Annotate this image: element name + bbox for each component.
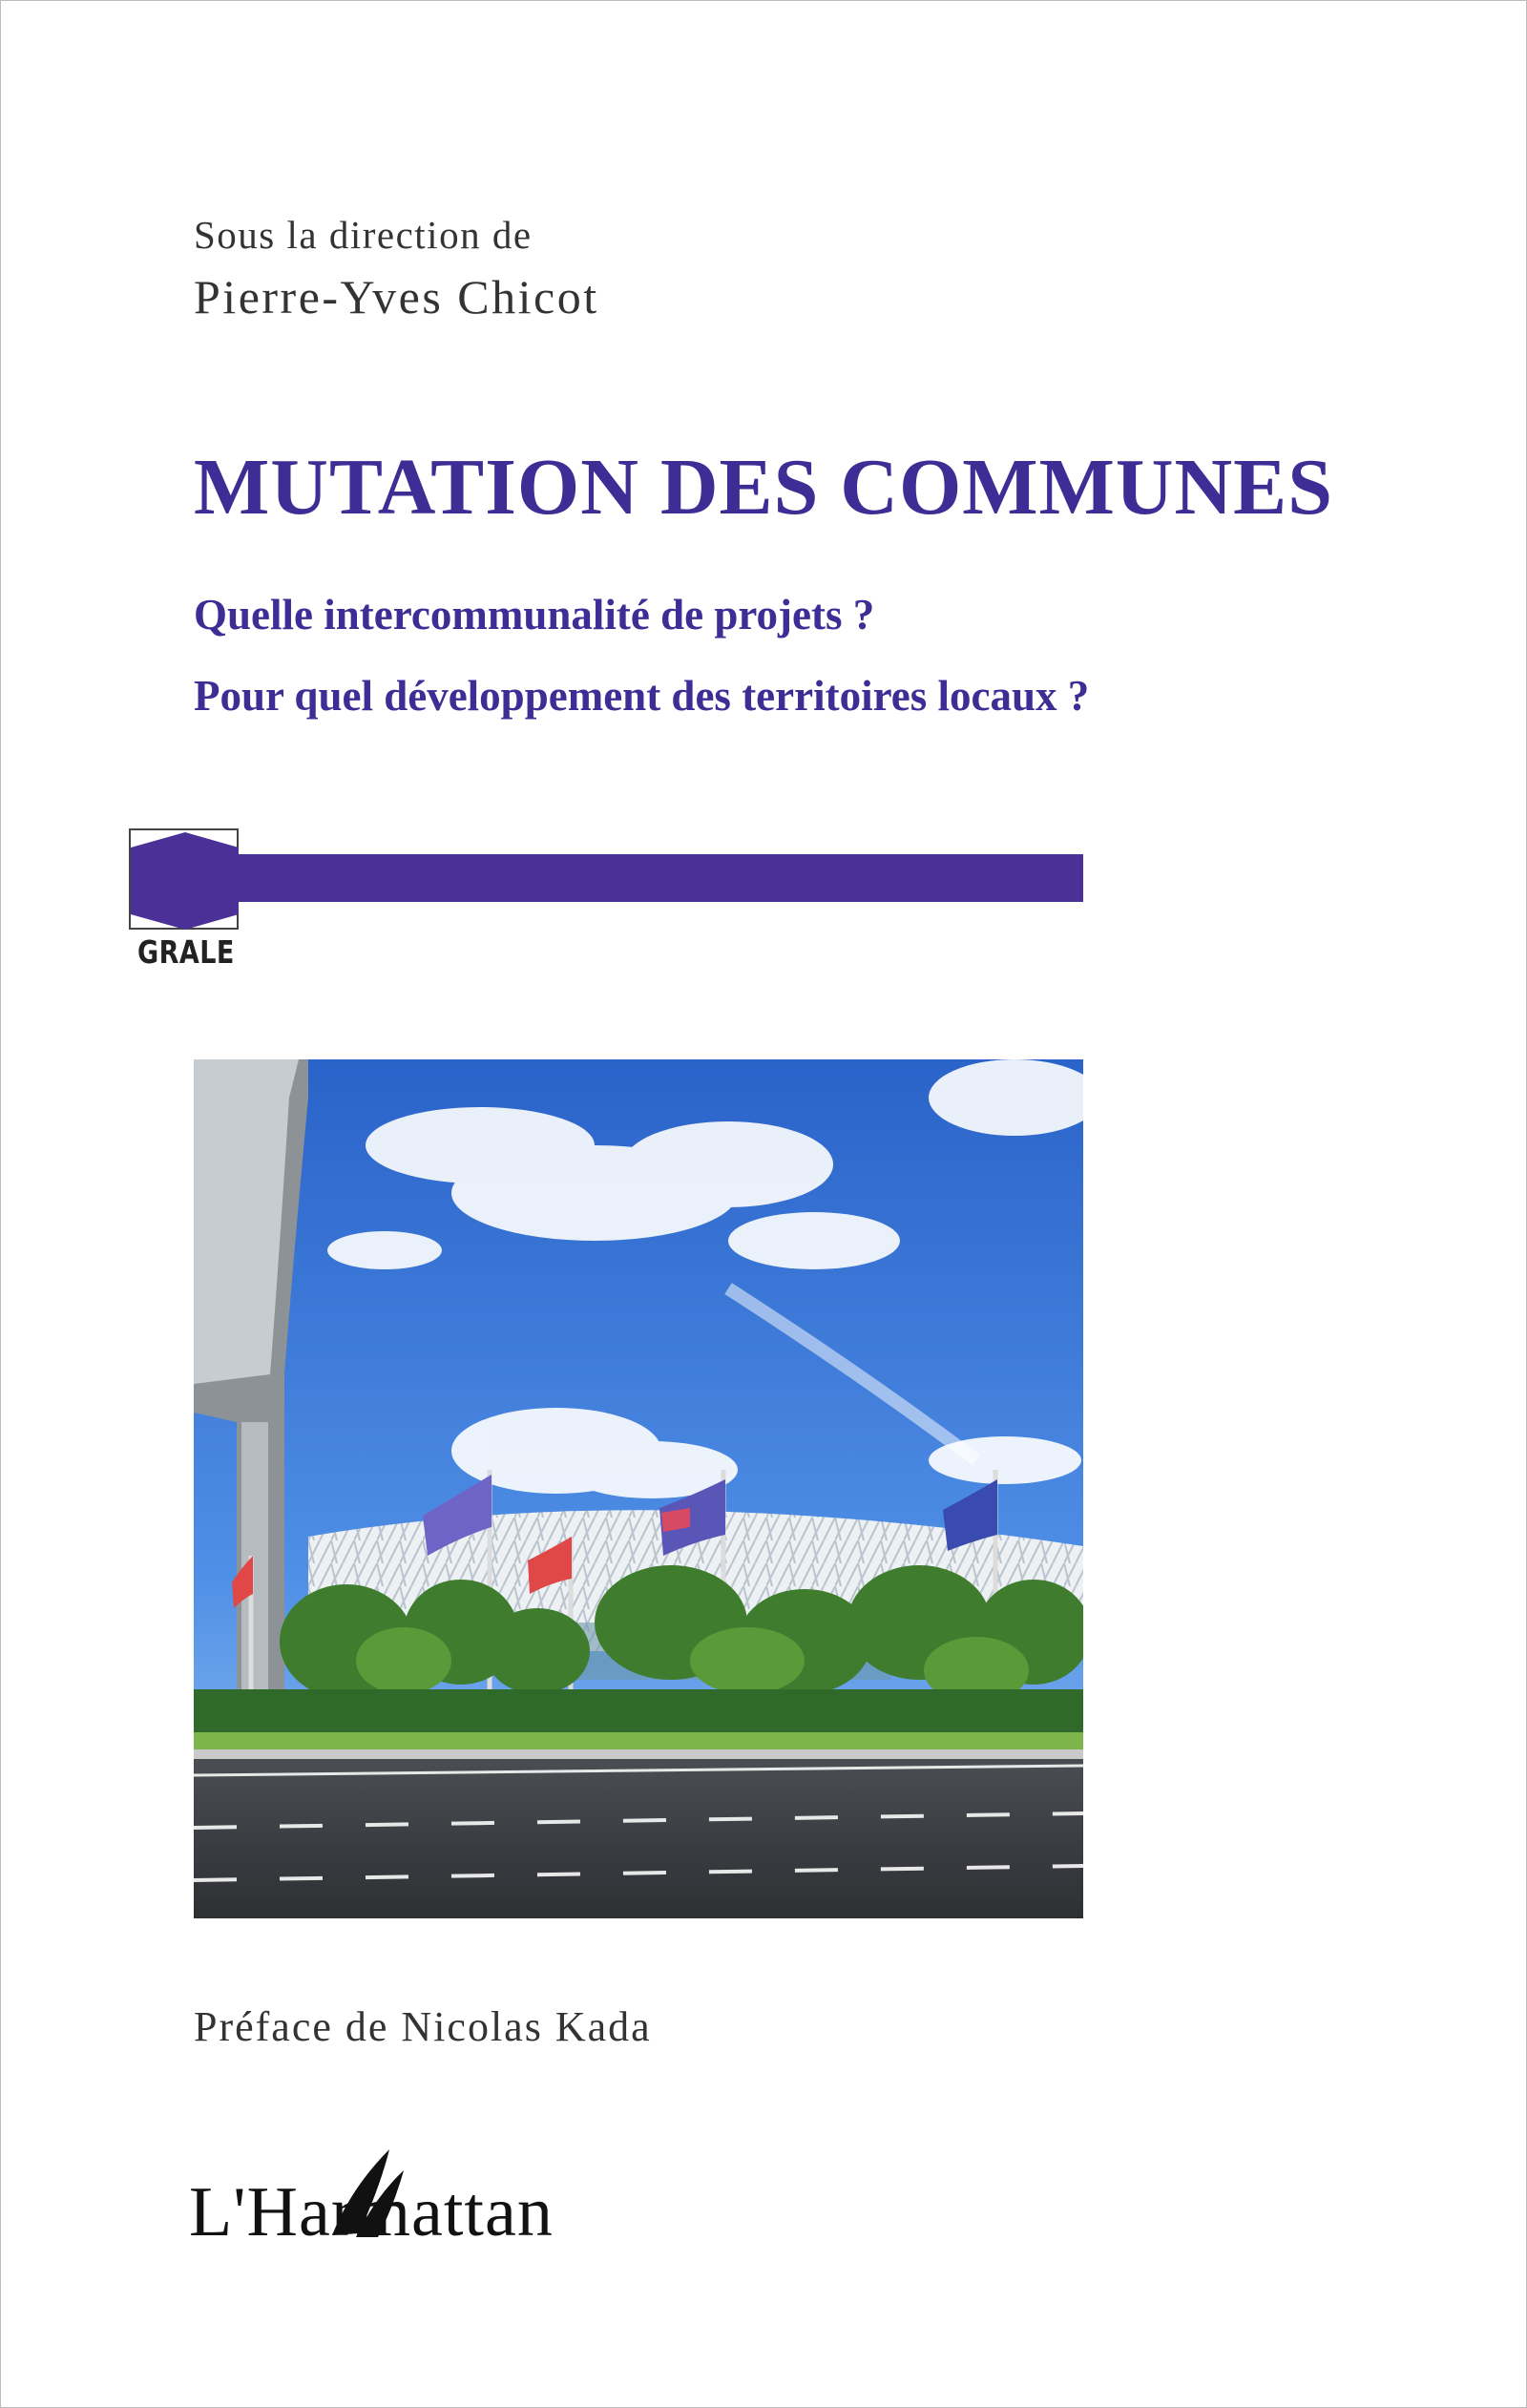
publisher-name: L'Harmattan <box>189 2173 554 2251</box>
editor-name: Pierre-Yves Chicot <box>194 270 599 324</box>
book-title: MUTATION DES COMMUNES <box>194 443 1333 532</box>
series-hexagon-logo <box>129 828 239 930</box>
publisher-logo <box>189 2130 609 2283</box>
direction-label: Sous la direction de <box>194 213 533 257</box>
cover-photo <box>194 1059 1083 1918</box>
preface-credit: Préface de Nicolas Kada <box>194 2003 652 2050</box>
subtitle-line-2: Pour quel développement des territoires locaux ? <box>194 672 1090 720</box>
series-band <box>239 854 1083 902</box>
subtitle-line-1: Quelle intercommunalité de projets ? <box>194 591 875 639</box>
series-name: GRALE <box>137 933 235 971</box>
